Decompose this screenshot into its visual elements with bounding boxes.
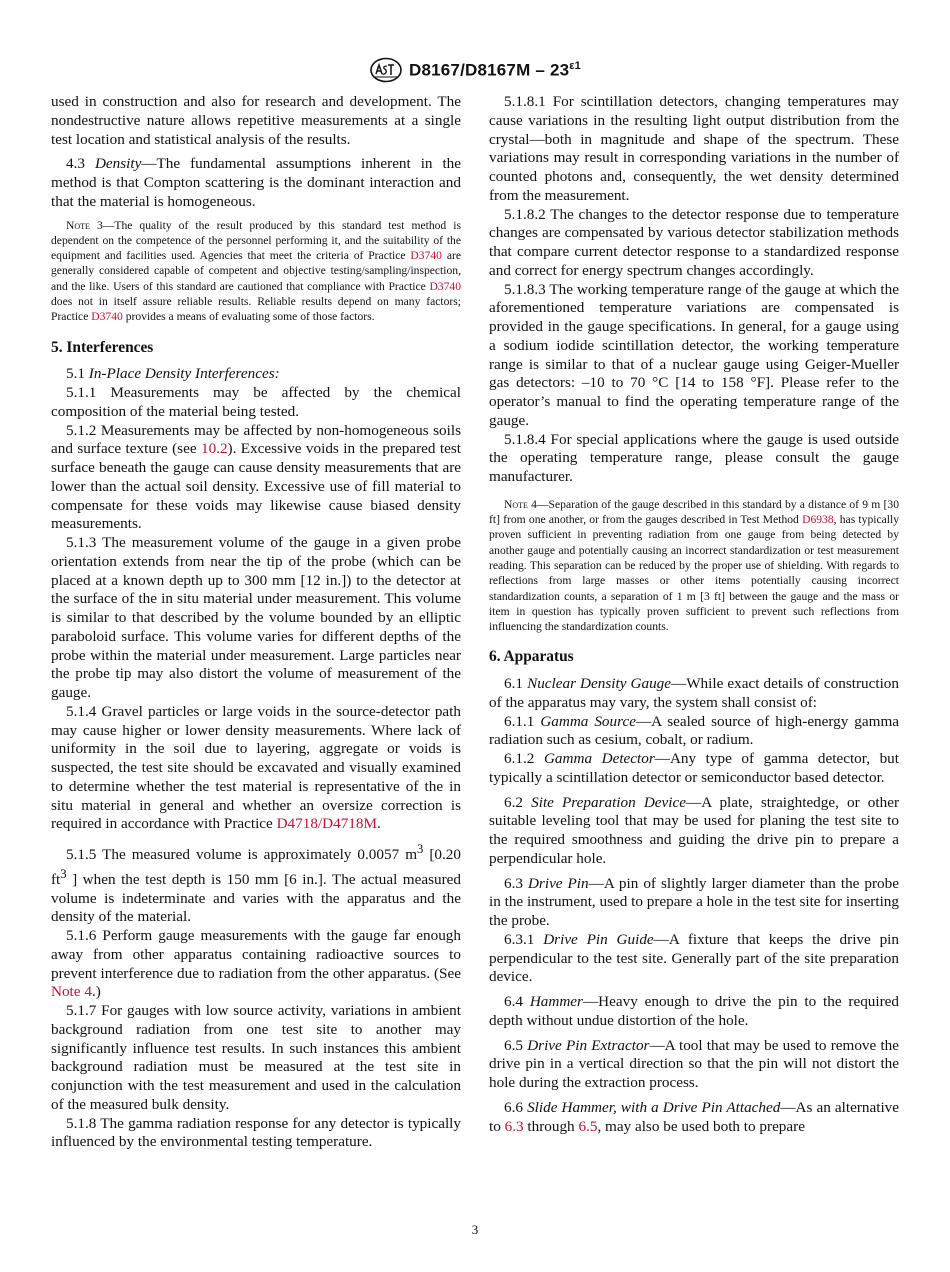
link-6-3[interactable]: 6.3: [504, 1117, 524, 1135]
link-d3740[interactable]: D3740: [91, 310, 123, 324]
section-6-5: 6.5 Drive Pin Extractor—A tool that may be used to remove the drive pin in a vertical direction so that the pin will not distort the hole during the extraction process.: [489, 1036, 899, 1092]
link-10-2[interactable]: 10.2: [200, 440, 228, 458]
link-6-5[interactable]: 6.5: [578, 1117, 598, 1135]
left-column: [51, 93, 461, 1152]
link-d3740[interactable]: D3740: [429, 279, 461, 293]
section-5-1-8-4: 5.1.8.4 For special applications where the gauge is used outside the operating temperature range, please consult the gauge manufacturer.: [489, 430, 899, 485]
section-6-1: 6.1 Nuclear Density Gauge—While exact details of construction of the apparatus may vary, the system shall consist of:: [489, 675, 899, 711]
section-5-1-5: 5.1.5 The measured volume is approximately 0.0057 $m^3$ [0.20 $ft^3$ ] when the test depth is 150 mm [6 in.]. The actual measured volume is indeterminate and varies with the apparatus and the density of the material.: [51, 842, 461, 926]
link-note-4[interactable]: Note 4: [51, 983, 92, 1001]
edition-epsilon: ε1: [569, 59, 582, 72]
section-6-2: 6.2 Site Preparation Device—A plate, straightedge, or other suitable leveling tool that may be used for planing the test site to the required smoothness and guiding the drive pin to prepare a perpendicular hole.: [489, 793, 900, 867]
document-designation: $D8167/D8167M - 23^{\varepsilon 1}$: [408, 59, 582, 80]
link-d4718[interactable]: D4718/D4718M: [276, 815, 378, 833]
section-5-1-4: 5.1.4 Gravel particles or large voids in the source-detector path may cause higher or lower density measurements. Where lack of uniformity in the soil due to layering, aggregate or voids is suspected, the test site should be excavated and visually examined to determine whether the test material is representative of the in situ material in general and whether an oversize correction is required in accordance with Practice D4718/D4718M.: [51, 702, 461, 833]
astm-logo-icon: [369, 57, 403, 83]
paragraph-4-2-continued: used in construction and also for research and development. The nondestructive nature allows repetitive measurements at a single test location and statistical analysis of the results.: [51, 93, 461, 148]
section-5-1-8-2: 5.1.8.2 The changes to the detector response due to temperature changes are compensated by various detector stabilization methods that compare current detector response to a standardized response and correct for energy spectrum changes accordingly.: [489, 205, 899, 279]
section-5-1-6: 5.1.6 Perform gauge measurements with the gauge far enough away from other apparatus containing radioactive sources to prevent interference due to radiation from the other apparatus. (See Note 4.): [51, 927, 461, 1001]
section-6-3: 6.3 Drive Pin—A pin of slightly larger diameter than the probe in the instrument, used to prepare a hole in the test site for inserting the probe.: [489, 874, 899, 930]
note-4: Note 4—Separation of the gauge described in this standard by a distance of 9 m [30 ft] from one another, or from the gauges described in Test Method D6938, has typically proven sufficient in preventing radiation from one gauge from being detected by another gauge and potentially causing an incorrect standardization or test measurement reading. This separation can be reduced by the proper use of shielding. With regards to reflections from large masses or other items potentially causing incorrect standardization counts, a separation of 1 m [3 ft] between the gauge and the mass or item in question has typically proven sufficient to prevent such reflections from influencing the standardization counts.: [489, 497, 900, 634]
link-d3740[interactable]: D3740: [410, 249, 442, 263]
section-5-1-2: 5.1.2 Measurements may be affected by non-homogeneous soils and surface texture (see 10.2). Excessive voids in the prepared test surface beneath the gauge can cause density measurements that are lower than the actual soil density. Excessive use of fill material to compensate for these voids may likewise cause biased density measurements.: [51, 421, 461, 533]
section-6-4: 6.4 Hammer—Heavy enough to drive the pin to the required depth without undue distortion of the hole.: [489, 993, 900, 1029]
section-5-1-8: 5.1.8 The gamma radiation response for any detector is typically influenced by the environmental testing temperature.: [51, 1114, 461, 1151]
section-5-1-7: 5.1.7 For gauges with low source activity, variations in ambient background radiation from one test site to another may significantly influence test results. In such instances this ambient background radiation must be measured at the test site in conjunction with the test measurement and used in the calculation of the measured bulk density.: [51, 1002, 461, 1113]
section-6-1-2: 6.1.2 Gamma Detector—Any type of gamma detector, but typically a scintillation detector or semiconductor based detector.: [489, 750, 899, 786]
page-header: [0, 56, 950, 84]
right-column: [489, 93, 899, 1142]
page-number: 3: [471, 1222, 479, 1237]
section-5-1-1: 5.1.1 Measurements may be affected by the chemical composition of the material being tested.: [51, 384, 461, 420]
section-5-1: 5.1 In-Place Density Interferences:: [66, 365, 280, 383]
section-5-1-8-1: 5.1.8.1 For scintillation detectors, changing temperatures may cause variations in the resulting light output distribution from the crystal—both in magnitude and shape of the spectrum. These variations may result in corresponding variations in the number of counted photons and, consequently, the wet density determined from the measurement.: [489, 93, 899, 204]
section-6-6: 6.6 Slide Hammer, with a Drive Pin Attached—As an alternative to 6.3 through 6.5, may also be used both to prepare: [489, 1098, 899, 1135]
section-5-1-8-3: 5.1.8.3 The working temperature range of the gauge at which the aforementioned temperature variations are compensated is provided in the gauge specifications. In general, for a gauge using a sodium iodide scintillation detector, the working temperature range is similar to that of a nuclear gauge using Geiger-Mueller gas detectors: –10 to 70 °C [14 to 158 °F]. Please refer to the operator’s manual to find the operating temperature range of the gauge.: [489, 280, 899, 429]
section-6-1-1: 6.1.1 Gamma Source—A sealed source of high-energy gamma radiation such as cesium, cobalt, or radium.: [489, 712, 899, 749]
note-3: Note 3—The quality of the result produced by this standard test method is dependent on the competence of the personnel performing it, and the suitability of the equipment and facilities used. Agencies that meet the criteria of Practice D3740 are generally considered capable of competent and objective testing/sampling/inspection, and the like. Users of this standard are cautioned that compliance with Practice D3740 does not in itself assure reliable results. Reliable results depend on many factors; Practice D3740 provides a means of evaluating some of those factors.: [51, 218, 461, 324]
section-5-1-3: 5.1.3 The measurement volume of the gauge in a given probe orientation extends from near the tip of the probe (which can be placed at a known depth up to 300 mm [12 in.]) to the detector at the surface of the in situ material under measurement. This volume is similar to that described by the volume bounded by an elliptic paraboloid surface. This volume varies for different depths of the probe within the material under measurement. Large particles near the probe tip may also distort the volume of measurement of the gauge.: [51, 534, 461, 702]
heading-interferences: 5. Interferences: [51, 338, 154, 356]
section-4-3: 4.3 Density—The fundamental assumptions inherent in the method is that Compton scattering is the dominant interaction and that the material is homogeneous.: [51, 155, 462, 210]
section-6-3-1: 6.3.1 Drive Pin Guide—A fixture that keeps the drive pin perpendicular to the test site. Generally part of the site preparation device.: [489, 930, 899, 986]
link-d6938[interactable]: D6938: [802, 513, 834, 527]
heading-apparatus: 6. Apparatus: [489, 648, 574, 666]
